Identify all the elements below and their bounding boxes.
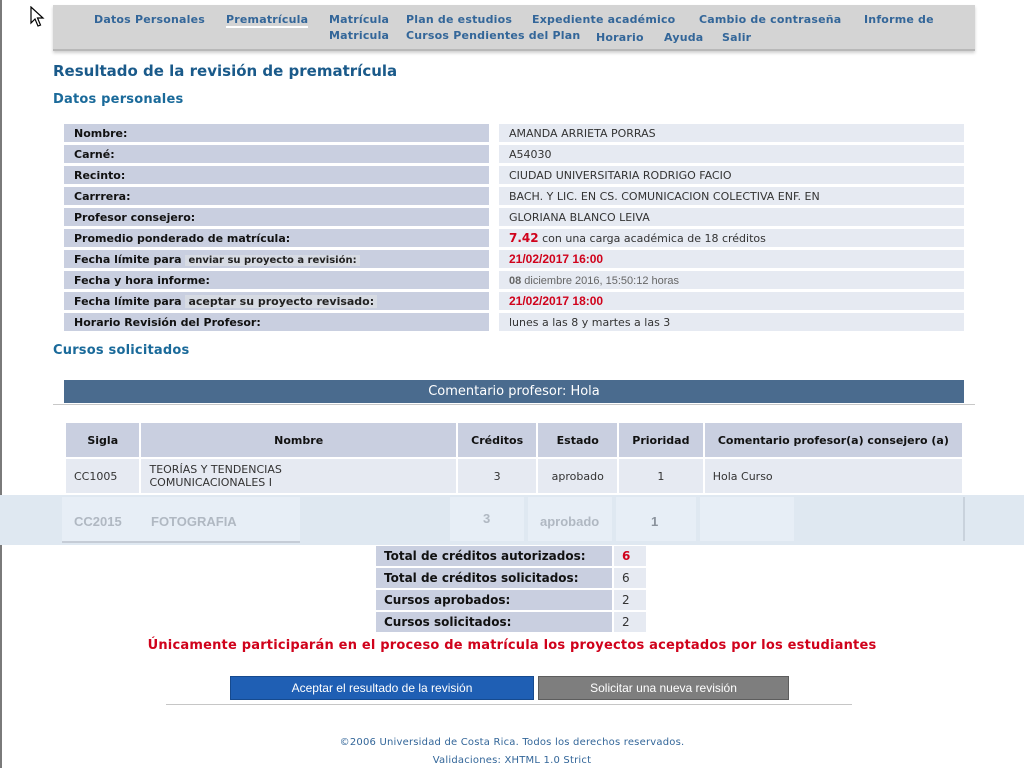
limite-revision-value: 21/02/2017 16:00: [509, 252, 604, 266]
row-label: Profesor consejero:: [64, 208, 489, 226]
nav-cursos-pendientes[interactable]: Cursos Pendientes del Plan: [406, 29, 581, 42]
footer-validations: [0, 755, 1024, 766]
limite-aceptar-value: 21/02/2017 18:00: [509, 294, 604, 308]
row-label: [64, 250, 489, 268]
row-value: CIUDAD UNIVERSITARIA RODRIGO FACIO: [489, 166, 964, 184]
participation-notice: Únicamente participarán en el proceso de matrícula los proyectos aceptados por los estudiantes: [147, 638, 877, 653]
label-part: Fecha límite para: [74, 252, 186, 266]
totals-value-highlight: 6: [622, 549, 631, 563]
row-value: A54030: [489, 145, 964, 163]
nav-horario[interactable]: Horario: [596, 31, 644, 44]
cell-prioridad: 1: [619, 459, 703, 493]
totals-value: 2: [614, 590, 646, 610]
col-header-nombre: Nombre: [141, 423, 455, 457]
faded-cell-sigla: CC2015: [74, 514, 122, 529]
totals-label: Total de créditos autorizados:: [376, 546, 612, 566]
personal-row: [64, 145, 964, 163]
mouse-pointer-icon: [30, 6, 46, 28]
table-header-row: [66, 423, 962, 457]
row-value: [489, 292, 964, 310]
label-part: Fecha límite para: [74, 294, 186, 308]
row-label: Horario Revisión del Profesor:: [64, 313, 489, 331]
nombre-line: COMUNICACIONALES I: [149, 476, 272, 489]
row-value: lunes a las 8 y martes a las 3: [489, 313, 964, 331]
nav-matricula[interactable]: Matrícula: [329, 13, 390, 26]
informe-rest: diciembre 2016, 15:50:12 horas: [521, 274, 680, 287]
faded-cell-estado: aprobado: [540, 514, 600, 529]
promedio-suffix: con una carga académica de 18 créditos: [538, 232, 766, 245]
divider: [166, 704, 852, 705]
validations-label: Validaciones:: [432, 755, 505, 766]
personal-row-limite-revision: [64, 250, 964, 268]
totals-row: [376, 612, 646, 632]
divider: [53, 404, 975, 405]
totals-row: [376, 590, 646, 610]
row-value: BACH. Y LIC. EN CS. COMUNICACION COLECTIVA ENF. EN: [489, 187, 964, 205]
cell-creditos: 3: [458, 459, 537, 493]
personal-row: [64, 208, 964, 226]
row-value: [489, 250, 964, 268]
row-value: [489, 229, 964, 247]
row-value: GLORIANA BLANCO LEIVA: [489, 208, 964, 226]
nav-cambio-contrasena[interactable]: Cambio de contraseña: [699, 13, 842, 26]
faded-cell-nombre: FOTOGRAFIA: [151, 514, 237, 529]
section-title-courses: Cursos solicitados: [53, 343, 190, 358]
col-header-sigla: Sigla: [66, 423, 139, 457]
main-navigation: [53, 5, 975, 51]
col-header-comentario: Comentario profesor(a) consejero (a): [705, 423, 962, 457]
row-label: Nombre:: [64, 124, 489, 142]
courses-table: [64, 421, 964, 495]
row-label: Fecha y hora informe:: [64, 271, 489, 289]
totals-label: Total de créditos solicitados:: [376, 568, 612, 588]
nav-informe-de-matricula-line2[interactable]: Matricula: [329, 29, 390, 42]
col-header-estado: Estado: [538, 423, 617, 457]
nav-expediente-academico[interactable]: Expediente académico: [532, 13, 676, 26]
faded-cell-prioridad: 1: [651, 514, 659, 529]
totals-value: [614, 546, 646, 566]
personal-row-informe: [64, 271, 964, 289]
personal-data-table: [64, 121, 964, 334]
cell-comentario: Hola Curso: [705, 459, 962, 493]
nav-informe-de-matricula[interactable]: Informe de: [864, 13, 934, 26]
row-value: [489, 271, 964, 289]
personal-row: [64, 124, 964, 142]
label-part-overlay: aceptar su proyecto revisado:: [185, 295, 377, 308]
personal-row-limite-aceptar: [64, 292, 964, 310]
page-title: Resultado de la revisión de prematrícula: [53, 62, 398, 80]
accept-review-button[interactable]: Aceptar el resultado de la revisión: [230, 676, 534, 700]
personal-row-promedio: [64, 229, 964, 247]
faded-cell: [700, 497, 794, 541]
request-new-review-button[interactable]: Solicitar una nueva revisión: [538, 676, 789, 700]
personal-row: [64, 166, 964, 184]
totals-value: 2: [614, 612, 646, 632]
nav-prematricula[interactable]: Prematrícula: [226, 13, 309, 26]
totals-row: [376, 546, 646, 566]
row-label: Promedio ponderado de matrícula:: [64, 229, 489, 247]
section-title-personal: Datos personales: [53, 92, 184, 107]
faded-cell-creditos: 3: [483, 511, 491, 526]
cell-sigla: CC1005: [66, 459, 139, 493]
totals-label: Cursos aprobados:: [376, 590, 612, 610]
table-row: [66, 459, 962, 493]
professor-comment-banner: Comentario profesor: Hola: [64, 380, 964, 403]
totals-label: Cursos solicitados:: [376, 612, 612, 632]
row-label: Carné:: [64, 145, 489, 163]
col-header-prioridad: Prioridad: [619, 423, 703, 457]
row-label: Carrrera:: [64, 187, 489, 205]
cell-estado: aprobado: [538, 459, 617, 493]
footer-copyright: ©2006 Universidad de Costa Rica. Todos los derechos reservados.: [339, 737, 685, 748]
faded-row-border: [62, 541, 300, 543]
col-header-creditos: Créditos: [458, 423, 537, 457]
nav-plan-de-estudios[interactable]: Plan de estudios: [406, 13, 513, 26]
nav-datos-personales[interactable]: Datos Personales: [94, 13, 206, 26]
informe-day: 08: [509, 274, 522, 287]
nav-salir[interactable]: Salir: [722, 31, 752, 44]
promedio-value: 7.42: [509, 231, 539, 245]
row-value: AMANDA ARRIETA PORRAS: [489, 124, 964, 142]
nav-ayuda[interactable]: Ayuda: [664, 31, 704, 44]
totals-row: [376, 568, 646, 588]
nombre-line: TEORÍAS Y TENDENCIAS: [149, 463, 282, 476]
personal-row: [64, 313, 964, 331]
xhtml-validation-link[interactable]: XHTML 1.0 Strict: [504, 755, 592, 766]
totals-value: 6: [614, 568, 646, 588]
label-part-overlay: enviar su proyecto a revisión:: [185, 255, 359, 266]
personal-row: [64, 187, 964, 205]
totals-table: [374, 544, 648, 634]
faded-cell: [963, 497, 965, 541]
row-label: Recinto:: [64, 166, 489, 184]
cell-nombre: [141, 459, 455, 493]
row-label: [64, 292, 489, 310]
